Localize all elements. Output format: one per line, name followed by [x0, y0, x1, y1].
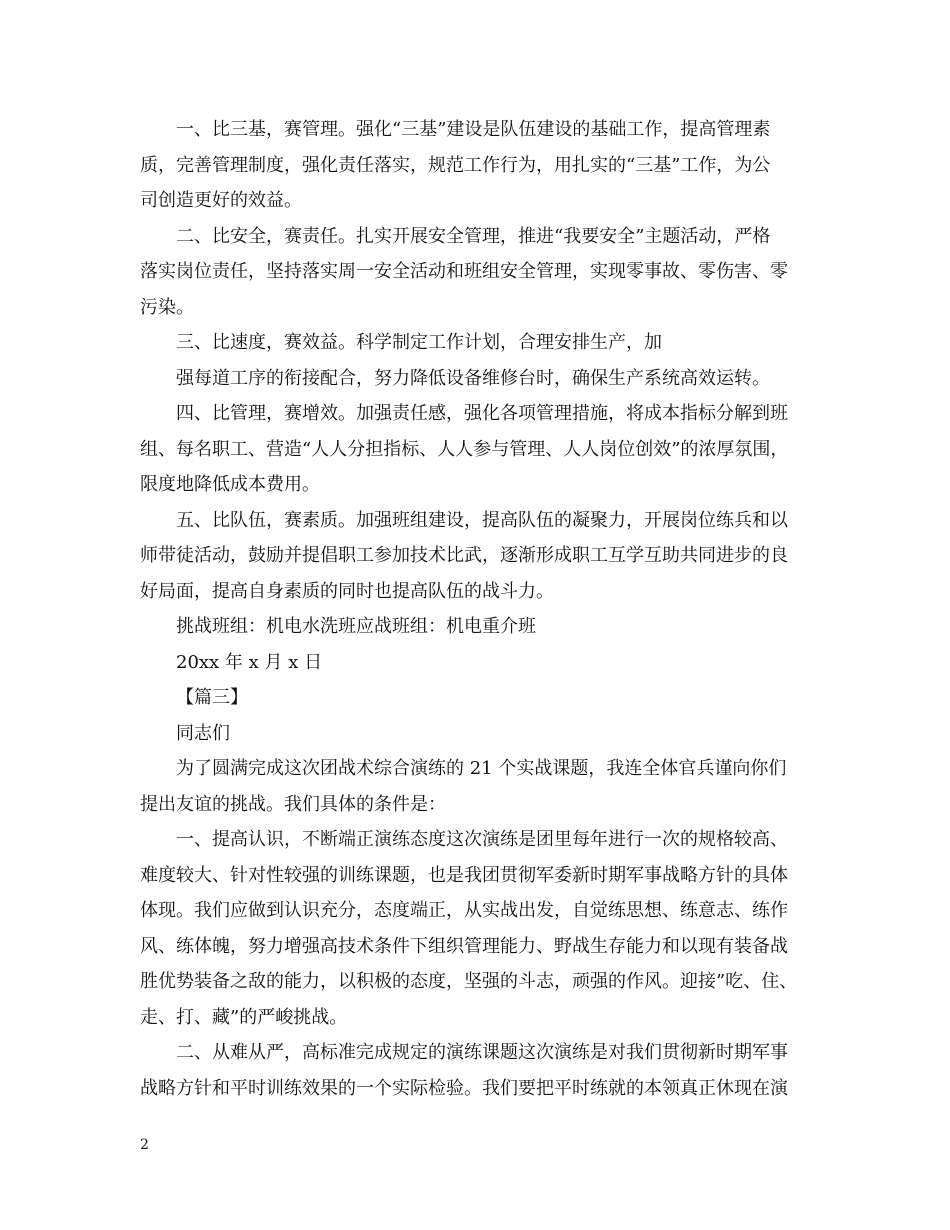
text-line: 一、比三基，赛管理。强化“三基”建设是队伍建设的基础工作，提高管理素 — [176, 119, 771, 140]
text-line: 提出友谊的挑战。我们具体的条件是： — [140, 793, 446, 815]
text-line: 司创造更好的效益。 — [140, 190, 302, 211]
text-line: 污染。 — [140, 296, 194, 318]
text-line: 战略方针和平时训练效果的一个实际检验。我们要把平时练就的本领真正休现在演 — [140, 1077, 788, 1099]
page-number: 2 — [140, 1137, 149, 1153]
section-heading: 【篇三】 — [176, 687, 248, 708]
text-line: 一、提高认识，不断端正演练态度这次演练是团里每年进行一次的规格较高、 — [176, 829, 788, 850]
text-line: 二、从难从严，高标准完成规定的演练课题这次演练是对我们贯彻新时期军事 — [176, 1042, 788, 1063]
date-line: 20xx 年 x 月 x 日 — [176, 651, 323, 673]
text-line: 质，完善管理制度，强化责任落实，规范工作行为，用扎实的“三基”工作，为公 — [140, 154, 771, 176]
text-line: 组、每名职工、营造“人人分担指标、人人参与管理、人人岗位创效”的浓厚氛围， — [140, 438, 789, 460]
text-line: 师带徒活动，鼓励并提倡职工参加技术比武，逐渐形成职工互学互助共同进步的良 — [140, 545, 788, 566]
text-line: 四、比管理，赛增效。加强责任感，强化各项管理措施，将成本指标分解到班 — [176, 403, 788, 424]
text-line: 为了圆满完成这次团战术综合演练的 21 个实战课题，我连全体官兵谨向你们 — [176, 758, 787, 779]
text-line: 好局面，提高自身素质的同时也提高队伍的战斗力。 — [140, 580, 554, 602]
text-line: 难度较大、针对性较强的训练课题，也是我团贯彻军委新时期军事战略方针的具体 — [140, 864, 788, 886]
challenge-teams-line: 挑战班组：机电水洗班应战班组：机电重介班 — [176, 616, 536, 637]
text-line: 强每道工序的衔接配合，努力降低设备维修台时，确保生产系统高效运转。 — [176, 367, 770, 389]
document-body — [140, 112, 820, 1106]
text-line: 走、打、藏”的严峻挑战。 — [140, 1006, 348, 1028]
text-line: 风、练体魄，努力增强高技术条件下组织管理能力、野战生存能力和以现有装备战 — [140, 935, 788, 957]
text-line: 体现。我们应做到认识充分，态度端正，从实战出发，自觉练思想、练意志、练作 — [140, 900, 788, 921]
text-line: 落实岗位责任，坚持落实周一安全活动和班组安全管理，实现零事故、零伤害、零 — [140, 261, 788, 282]
salutation: 同志们 — [176, 722, 230, 744]
text-line: 五、比队伍，赛素质。加强班组建设，提高队伍的凝聚力，开展岗位练兵和以 — [176, 509, 788, 531]
text-line: 二、比安全，赛责任。扎实开展安全管理，推进“我要安全”主题活动，严格 — [176, 225, 771, 247]
text-line: 三、比速度，赛效益。科学制定工作计划，合理安排生产，加 — [176, 332, 662, 353]
text-line: 限度地降低成本费用。 — [140, 474, 320, 495]
text-line: 胜优势装备之敌的能力，以积极的态度，坚强的斗志，顽强的作风。迎接”吃、住、 — [140, 971, 798, 992]
